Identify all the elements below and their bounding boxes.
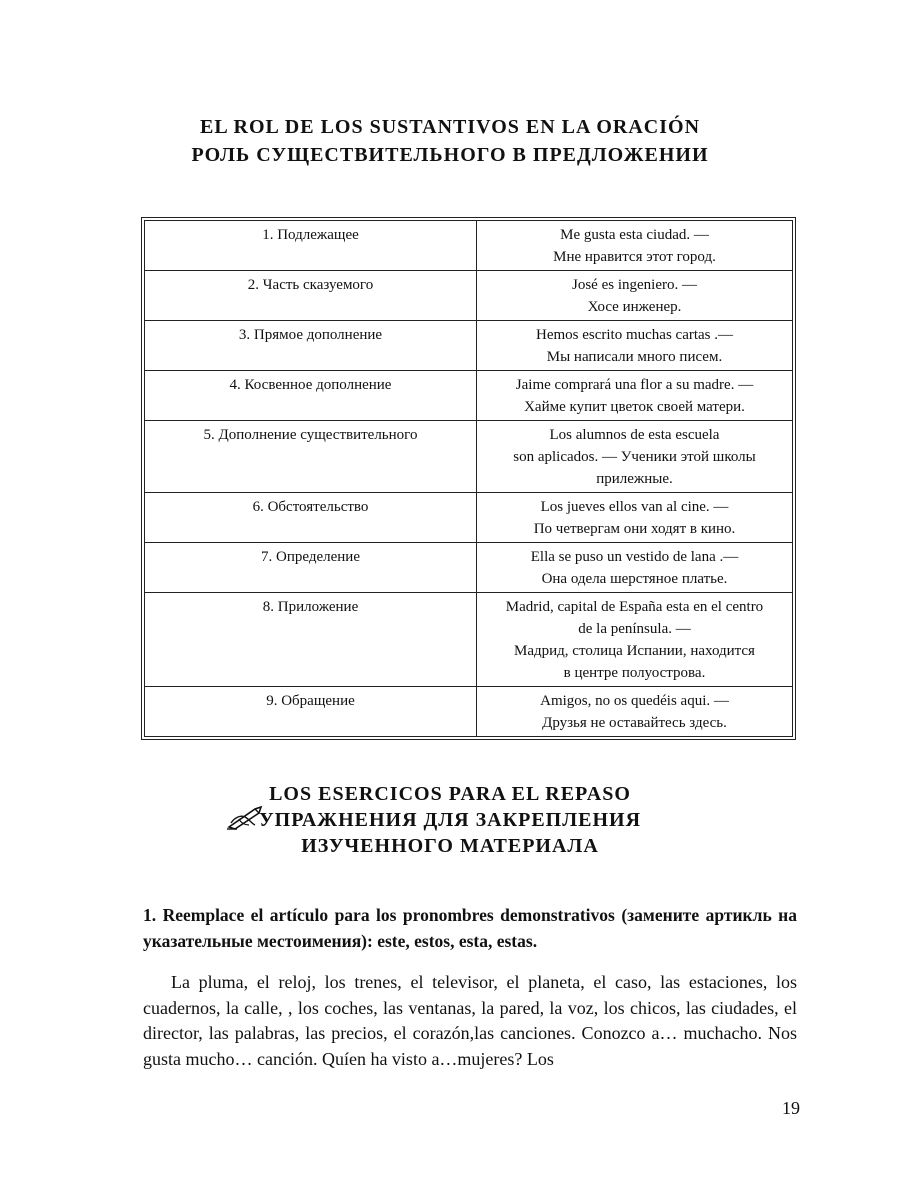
role-cell: 7. Определение — [145, 543, 477, 593]
exercises-heading-russian-2: ИЗУЧЕННОГО МАТЕРИАЛА — [301, 835, 599, 857]
table-row — [145, 543, 793, 593]
exercises-heading-russian-1: УПРАЖНЕНИЯ ДЛЯ ЗАКРЕПЛЕНИЯ — [258, 809, 642, 831]
example-line: Хосе инженер. — [587, 299, 682, 315]
table-row — [145, 321, 793, 371]
table-row — [145, 221, 793, 271]
page-number: 19 — [782, 1098, 800, 1118]
example-line: Мне нравится этот город. — [553, 249, 716, 265]
example-line: Madrid, capital de España esta en el centro — [505, 599, 764, 615]
example-line: Друзья не оставайтесь здесь. — [542, 715, 727, 731]
table-row — [145, 493, 793, 543]
exercise-1-body: La pluma, el reloj, los trenes, el televisor, el planeta, el caso, las estaciones, los cuadernos, la calle, , los coches, las ventanas, la pared, la voz, los chicos, las ciudades, el director, las palabras, las precios, el corazón,las canciones. Conozco a… muchacho. Nos gusta mucho… canción. Quíen ha visto a…mujeres? Los — [143, 972, 797, 1069]
example-line: Мадрид, столица Испании, находится — [514, 643, 755, 659]
table-row — [145, 271, 793, 321]
example-line: José es ingeniero. — — [572, 277, 697, 293]
role-cell: 5. Дополнение существительного — [145, 421, 477, 493]
role-cell: 9. Обращение — [145, 687, 477, 737]
page-title-russian: РОЛЬ СУЩЕСТВИТЕЛЬНОГО В ПРЕДЛОЖЕНИИ — [191, 144, 709, 166]
noun-roles-table — [141, 217, 796, 740]
example-cell — [477, 593, 793, 687]
example-line: Los jueves ellos van al cine. — — [540, 499, 729, 515]
example-cell — [477, 421, 793, 493]
table-row — [145, 421, 793, 493]
example-cell — [477, 493, 793, 543]
example-line: Мы написали много писем. — [546, 349, 723, 365]
role-cell: 4. Косвенное дополнение — [145, 371, 477, 421]
exercise-1-heading: 1. Reemplace el artículo para los pronombres demonstrativos (замените артикль на указательные местоимения): este, estos, esta, estas. — [143, 905, 797, 951]
example-cell — [477, 543, 793, 593]
table-row — [145, 687, 793, 737]
example-line: Она одела шерстяное платье. — [541, 571, 728, 587]
example-line: По четвергам они ходят в кино. — [533, 521, 736, 537]
example-cell — [477, 687, 793, 737]
example-line: son aplicados. — Ученики этой школы — [513, 449, 756, 465]
example-line: de la península. — — [578, 621, 691, 637]
role-cell: 3. Прямое дополнение — [145, 321, 477, 371]
example-cell — [477, 371, 793, 421]
example-line: Ella se puso un vestido de lana .— — [530, 549, 739, 565]
role-cell: 2. Часть сказуемого — [145, 271, 477, 321]
example-line: прилежные. — [596, 471, 673, 487]
table-row — [145, 593, 793, 687]
example-line: Me gusta esta ciudad. — — [560, 227, 709, 243]
role-cell: 8. Приложение — [145, 593, 477, 687]
example-line: Amigos, no os quedéis aqui. — — [540, 693, 729, 709]
noun-roles-grid — [144, 220, 793, 737]
role-cell: 1. Подлежащее — [145, 221, 477, 271]
example-cell — [477, 321, 793, 371]
table-row — [145, 371, 793, 421]
exercises-heading-spanish: LOS ESERCICOS PARA EL REPASO — [269, 783, 631, 805]
page-title-spanish: EL ROL DE LOS SUSTANTIVOS EN LA ORACIÓN — [199, 116, 701, 138]
example-line: Los alumnos de esta escuela — [549, 427, 720, 443]
example-cell — [477, 221, 793, 271]
example-line: Хайме купит цветок своей матери. — [524, 399, 745, 415]
example-line: Jaime comprará una flor a su madre. — — [515, 377, 754, 393]
example-line: в центре полуострова. — [563, 665, 706, 681]
example-line: Hemos escrito muchas cartas .— — [535, 327, 734, 343]
role-cell: 6. Обстоятельство — [145, 493, 477, 543]
example-cell — [477, 271, 793, 321]
